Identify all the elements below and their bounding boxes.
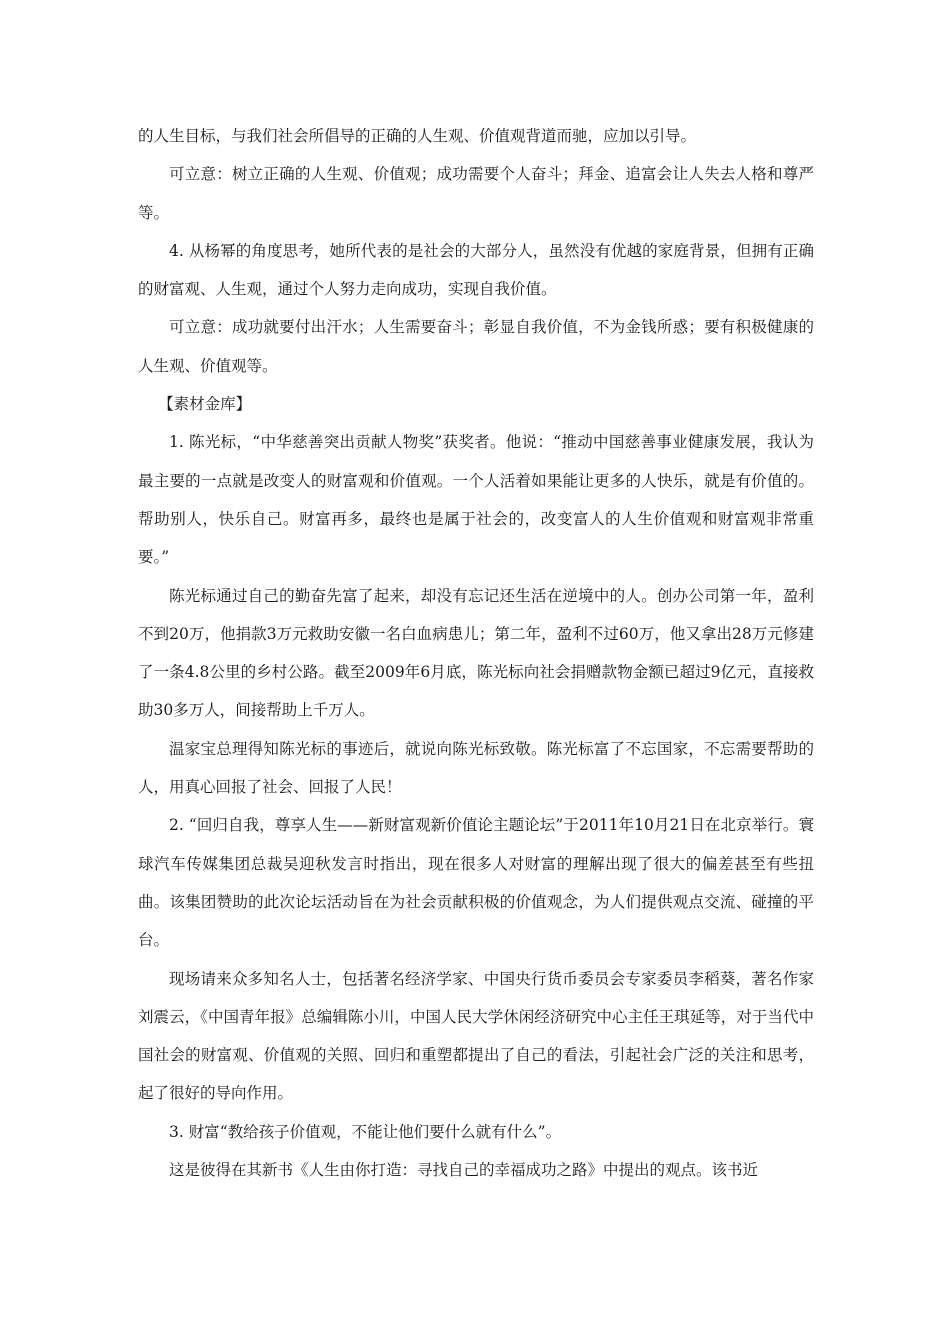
- document-page: [138, 117, 814, 1189]
- paragraph-material-2-detail: 现场请来众多知名人士，包括著名经济学家、中国央行货币委员会专家委员李稻葵，著名作家刘震云，《中国青年报》总编辑陈小川，中国人民大学休闲经济研究中心主任王琪延等，对于当代中国社会的财富观、价值观的关照、回归和重塑都提出了自己的看法，引起社会广泛的关注和思考，起了很好的导向作用。: [138, 969, 814, 1103]
- section-heading-material-library: 【素材金库】: [158, 395, 252, 414]
- paragraph-material-1-comment: 温家宝总理得知陈光标的事迹后，就说向陈光标致敬。陈光标富了不忘国家，不忘需要帮助的人，用真心回报了社会、回报了人民！: [138, 739, 814, 797]
- paragraph-point-4: 4. 从杨幂的角度思考，她所代表的是社会的大部分人，虽然没有优越的家庭背景，但拥有正确的财富观、人生观，通过个人努力走向成功，实现自我价值。: [138, 241, 814, 299]
- paragraph-continuation: 的人生目标，与我们社会所倡导的正确的人生观、价值观背道而驰，应加以引导。: [138, 127, 697, 145]
- paragraph-material-1: 1. 陈光标，“中华慈善突出贡献人物奖”获奖者。他说：“推动中国慈善事业健康发展，我认为最主要的一点就是改变人的财富观和价值观。一个人活着如果能让更多的人快乐，就是有价值的。帮助别人，快乐自己。财富再多，最终也是属于社会的，改变富人的人生价值观和财富观非常重要。”: [138, 433, 814, 567]
- paragraph-theme-2: 可立意：成功就要付出汗水；人生需要奋斗；彰显自我价值，不为金钱所惑；要有积极健康的人生观、价值观等。: [138, 318, 814, 375]
- paragraph-theme-1: 可立意：树立正确的人生观、价值观；成功需要个人奋斗；拜金、追富会让人失去人格和尊严等。: [138, 165, 814, 222]
- paragraph-material-3: 3. 财富“教给孩子价值观，不能让他们要什么就有什么”。: [169, 1122, 562, 1141]
- paragraph-material-2: 2. “回归自我，尊享人生——新财富观新价值论主题论坛”于2011年10月21日在北京举行。寰球汽车传媒集团总裁吴迎秋发言时指出，现在很多人对财富的理解出现了很大的偏差甚至有些扭曲。该集团赞助的此次论坛活动旨在为社会贡献积极的价值观念，为人们提供观点交流、碰撞的平台。: [138, 816, 814, 950]
- paragraph-material-1-detail: 陈光标通过自己的勤奋先富了起来，却没有忘记还生活在逆境中的人。创办公司第一年，盈利不到20万，他捐款3万元救助安徽一名白血病患儿；第二年，盈利不过60万，他又拿出28万元修建了一条4.8公里的乡村公路。截至2009年6月底，陈光标向社会捐赠款物金额已超过9亿元，直接救助30多万人，间接帮助上千万人。: [138, 586, 814, 720]
- paragraph-material-3-detail: 这是彼得在其新书《人生由你打造：寻找自己的幸福成功之路》中提出的观点。该书近: [169, 1161, 759, 1180]
